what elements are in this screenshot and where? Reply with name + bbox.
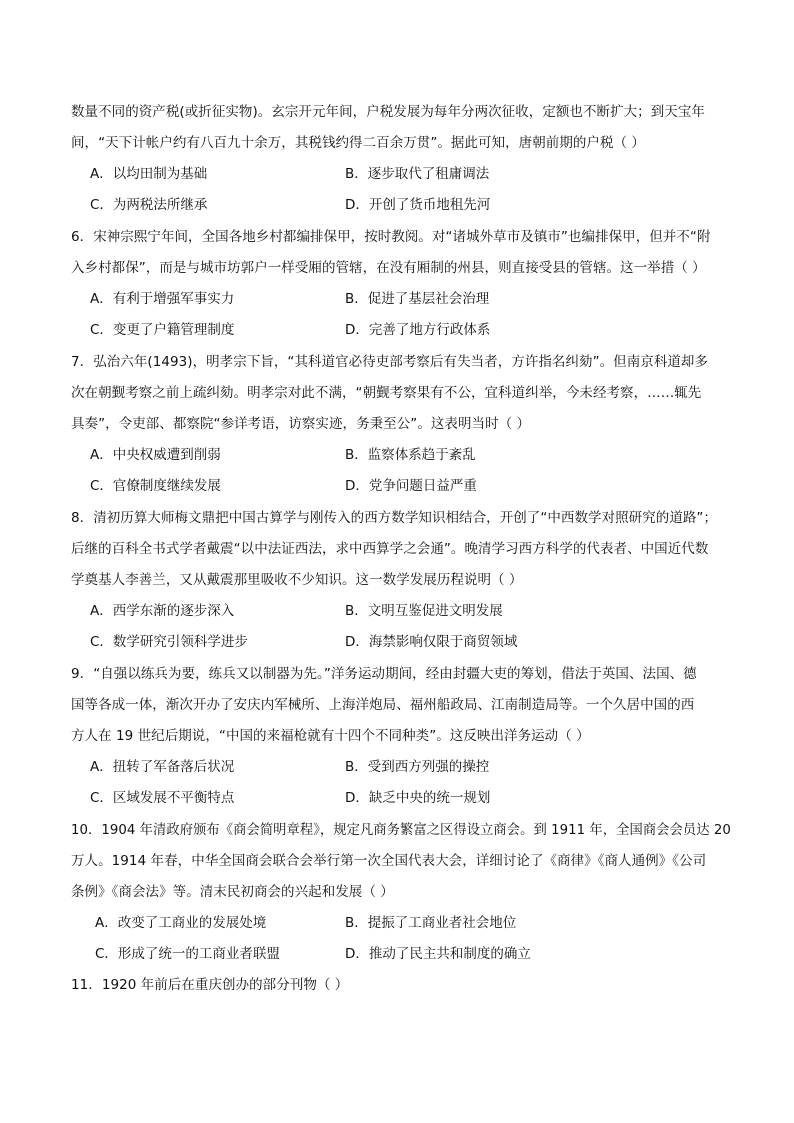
question-8-option-a[interactable]: A．西学东渐的逐步深入 [90, 603, 235, 619]
question-7-line-1: 7．弘治六年(1493)，明孝宗下旨，“其科道官必待吏部考察后有失当者，方许指名纠劾”。但南京科道却多 [71, 354, 709, 370]
question-6-option-b[interactable]: B．促进了基层社会治理 [345, 291, 490, 307]
question-7-line-3: 具奏”，令吏部、都察院“参详考语，访察实迹，务秉至公”。这表明当时（ ） [71, 416, 531, 432]
question-10-line-3: 条例》《商会法》等。清末民初商会的兴起和发展（ ） [71, 884, 394, 900]
question-8-option-b[interactable]: B．文明互鉴促进文明发展 [345, 603, 503, 619]
question-9-option-d[interactable]: D．缺乏中央的统一规划 [345, 790, 491, 806]
question-7-option-d[interactable]: D．党争问题日益严重 [345, 478, 477, 494]
question-5-option-b[interactable]: B．逐步取代了租庸调法 [345, 166, 490, 182]
question-9-line-2: 国等各成一体，渐次开办了安庆内军械所、上海洋炮局、福州船政局、江南制造局等。一个久居中国的西 [71, 697, 695, 713]
question-9-option-b[interactable]: B．受到西方列强的操控 [345, 759, 490, 775]
question-7-option-a[interactable]: A．中央权威遭到削弱 [90, 447, 221, 463]
question-8-line-3: 学奠基人李善兰，又从戴震那里吸收不少知识。这一数学发展历程说明（ ） [71, 572, 523, 588]
question-9-line-3: 方人在 19 世纪后期说，“中国的来福枪就有十四个不同种类”。这反映出洋务运动（ ） [71, 728, 590, 744]
question-6-line-1: 6．宋神宗熙宁年间，全国各地乡村都编排保甲，按时教阅。对“诸城外草市及镇市”也编排保甲，但并不“附 [71, 229, 711, 245]
question-7-option-c[interactable]: C．官僚制度继续发展 [90, 478, 221, 494]
question-11-line-1: 11．1920 年前后在重庆创办的部分刊物（ ） [71, 977, 349, 993]
question-5-option-d[interactable]: D．开创了货币地租先河 [345, 197, 491, 213]
question-8-option-d[interactable]: D．海禁影响仅限于商贸领域 [345, 634, 518, 650]
question-8-line-2: 后继的百科全书式学者戴震“以中法证西法，求中西算学之会通”。晚清学习西方科学的代表者、中国近代数 [71, 541, 709, 557]
question-8-line-1: 8．清初历算大师梅文鼎把中国古算学与刚传入的西方数学知识相结合，开创了“中西数学对照研究的道路”； [71, 510, 718, 526]
question-5-option-a[interactable]: A．以均田制为基础 [90, 166, 208, 182]
question-5-line-2: 间，“天下计帐户约有八百九十余万，其税钱约得二百余万贯”。据此可知，唐朝前期的户税（ ） [71, 135, 645, 151]
question-10-option-a[interactable]: A．改变了工商业的发展处境 [95, 915, 267, 931]
question-9-option-a[interactable]: A．扭转了军备落后状况 [90, 759, 235, 775]
question-5-option-c[interactable]: C．为两税法所继承 [90, 197, 208, 213]
question-10-option-c[interactable]: C．形成了统一的工商业者联盟 [95, 946, 280, 962]
question-5-line-1: 数量不同的资产税(或折征实物)。玄宗开元年间，户税发展为每年分两次征收，定额也不断扩大；到天宝年 [71, 104, 705, 120]
question-8-option-c[interactable]: C．数学研究引领科学进步 [90, 634, 248, 650]
question-10-line-1: 10．1904 年清政府颁布《商会简明章程》，规定凡商务繁富之区得设立商会。到 1911 年，全国商会会员达 20 [71, 822, 731, 838]
question-6-line-2: 入乡村都保”，而是与城市坊郭户一样受厢的管辖，在没有厢制的州县，则直接受县的管辖。这一举措（ ） [71, 260, 706, 276]
question-6-option-c[interactable]: C．变更了户籍管理制度 [90, 322, 235, 338]
question-7-line-2: 次在朝觐考察之前上疏纠劾。明孝宗对此不满，“朝觐考察果有不公，宜科道纠举，今未经考察，……辄先 [71, 385, 702, 401]
question-7-option-b[interactable]: B．监察体系趋于紊乱 [345, 447, 476, 463]
question-10-line-2: 万人。1914 年春，中华全国商会联合会举行第一次全国代表大会，详细讨论了《商律》《商人通例》《公司 [71, 853, 707, 869]
question-6-option-a[interactable]: A．有利于增强军事实力 [90, 291, 235, 307]
question-6-option-d[interactable]: D．完善了地方行政体系 [345, 322, 491, 338]
question-10-option-b[interactable]: B．提振了工商业者社会地位 [345, 915, 517, 931]
question-9-option-c[interactable]: C．区域发展不平衡特点 [90, 790, 235, 806]
question-9-line-1: 9．“自强以练兵为要，练兵又以制器为先。”洋务运动期间，经由封疆大吏的筹划，借法于英国、法国、德 [71, 666, 697, 682]
question-10-option-d[interactable]: D．推动了民主共和制度的确立 [345, 946, 531, 962]
